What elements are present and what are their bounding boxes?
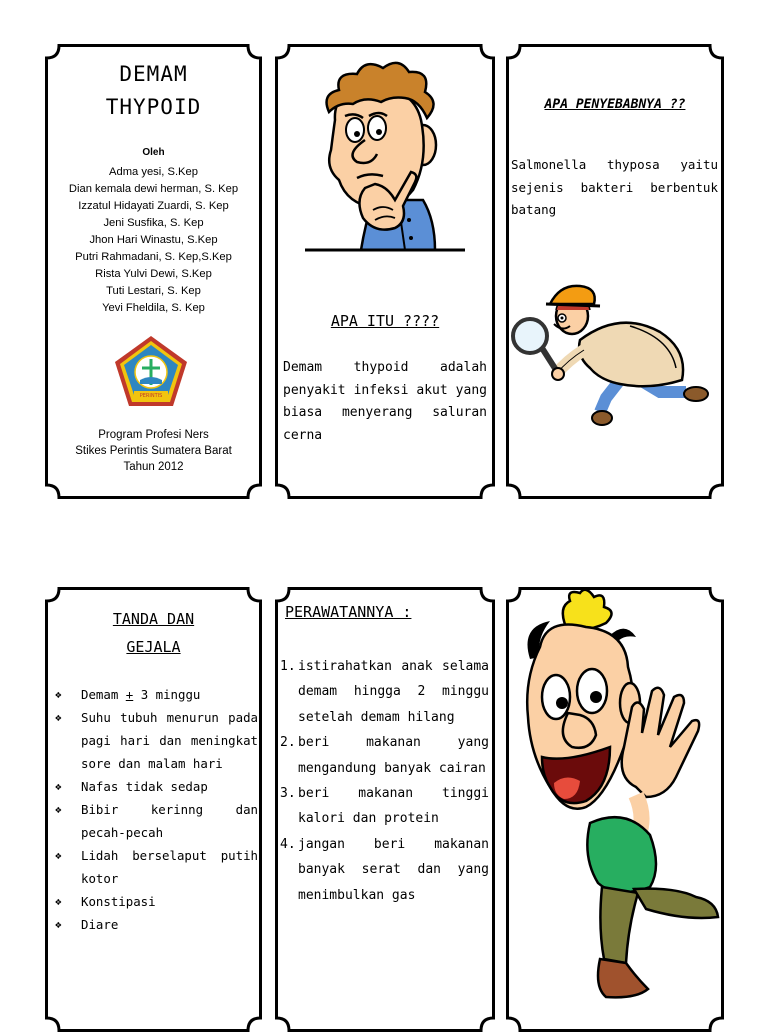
detective-magnifier-icon <box>510 280 718 430</box>
treatment-heading: PERAWATANNYA : <box>285 603 412 621</box>
by-label: Oleh <box>142 147 165 158</box>
symptoms-list <box>53 683 258 936</box>
what-is-text: Demam thypoid adalah penyakit infeksi akut yang biasa menyerang saluran cerna <box>283 360 487 443</box>
title-line-1: DEMAM <box>119 62 188 86</box>
item-number: 3. <box>280 786 296 802</box>
diamond-bullet-icon: ❖ <box>55 895 62 908</box>
author-name: Izzatul Hidayati Zuardi, S. Kep <box>78 200 229 212</box>
logo-label: PERINTIS <box>139 393 163 399</box>
footer-line: Tahun 2012 <box>123 461 184 473</box>
item-number: 2. <box>280 735 296 751</box>
panel-treatment <box>275 587 495 1032</box>
footer-line: Stikes Perintis Sumatera Barat <box>75 445 232 457</box>
author-list <box>45 164 262 317</box>
list-item: 2. beri makanan yang mengandung banyak cairan <box>280 730 489 781</box>
list-item: ❖ Nafas tidak sedap <box>53 775 258 798</box>
author-name: Jhon Hari Winastu, S.Kep <box>89 234 218 246</box>
panel-symptoms <box>45 587 262 1032</box>
panel-illustration <box>506 587 724 1032</box>
title-line-2: THYPOID <box>105 95 202 119</box>
author-name: Jeni Susfika, S. Kep <box>103 217 204 229</box>
diamond-bullet-icon: ❖ <box>55 780 62 793</box>
thinking-man-icon <box>295 50 475 275</box>
list-item: ❖ Bibir kerinng dan pecah-pecah <box>53 798 258 844</box>
diamond-bullet-icon: ❖ <box>55 918 62 931</box>
panel-frame <box>506 44 724 499</box>
list-item: ❖ Lidah berselaput putih kotor <box>53 844 258 890</box>
panel-cover <box>45 44 262 499</box>
treatment-list <box>280 654 489 908</box>
list-item: ❖ Demam + 3 minggu <box>53 683 258 706</box>
cause-text: Salmonella thyposa yaitu sejenis bakteri berbentuk batang <box>511 157 718 217</box>
list-item: 1. istirahatkan anak selama demam hingga 2 minggu setelah demam hilang <box>280 654 489 730</box>
diamond-bullet-icon: ❖ <box>55 688 62 701</box>
perintis-logo-icon <box>113 334 189 410</box>
list-item: ❖ Diare <box>53 913 258 936</box>
author-name: Adma yesi, S.Kep <box>109 166 198 178</box>
diamond-bullet-icon: ❖ <box>55 711 62 724</box>
item-number: 1. <box>280 659 296 674</box>
what-is-heading: APA ITU ???? <box>330 312 440 330</box>
cause-heading: APA PENYEBABNYA ?? <box>544 97 686 112</box>
author-name: Yevi Fheldila, S. Kep <box>102 302 205 314</box>
cover-title <box>45 58 262 124</box>
symptoms-heading-line-2: GEJALA <box>126 638 181 656</box>
list-item: 4. jangan beri makanan banyak serat dan yang menimbulkan gas <box>280 832 489 908</box>
list-item: ❖ Konstipasi <box>53 890 258 913</box>
author-name: Tuti Lestari, S. Kep <box>106 285 201 297</box>
item-number: 4. <box>280 836 296 852</box>
panel-what-is <box>275 44 495 499</box>
list-item: ❖ Suhu tubuh menurun pada pagi hari dan meningkat sore dan malam hari <box>53 706 258 775</box>
symptoms-heading-line-1: TANDA DAN <box>112 610 195 628</box>
laughing-man-icon <box>506 587 723 1027</box>
author-name: Putri Rahmadani, S. Kep,S.Kep <box>75 251 232 263</box>
diamond-bullet-icon: ❖ <box>55 803 62 816</box>
author-name: Dian kemala dewi herman, S. Kep <box>68 183 239 195</box>
list-item: 3. beri makanan tinggi kalori dan protein <box>280 781 489 832</box>
panel-cause <box>506 44 724 499</box>
symptoms-heading <box>45 605 262 661</box>
institution-footer <box>45 427 262 475</box>
author-name: Rista Yulvi Dewi, S.Kep <box>95 268 212 280</box>
diamond-bullet-icon: ❖ <box>55 849 62 862</box>
footer-line: Program Profesi Ners <box>98 429 209 441</box>
